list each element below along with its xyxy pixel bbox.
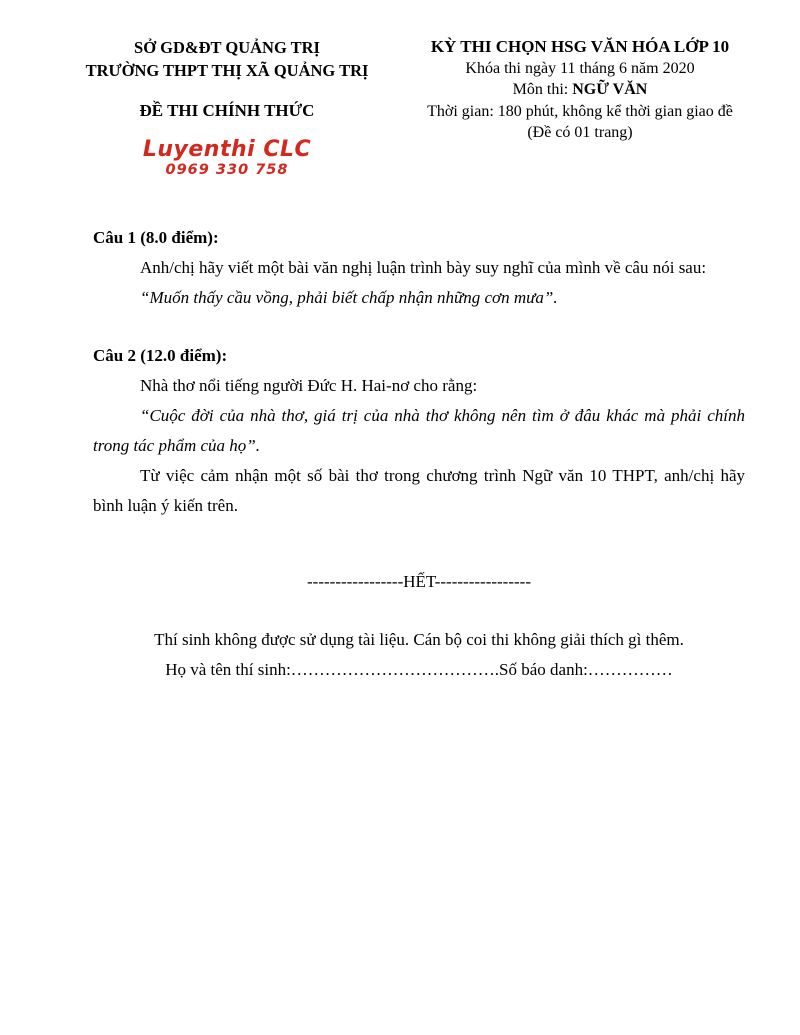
question-2-intro: Nhà thơ nổi tiếng người Đức H. Hai-nơ cho rằng: bbox=[140, 376, 478, 395]
department-name: SỞ GD&ĐT QUẢNG TRỊ bbox=[134, 38, 320, 57]
logo-text: Luyenthi CLC bbox=[142, 137, 312, 162]
exam-type-label: ĐỀ THI CHÍNH THỨC bbox=[139, 101, 315, 120]
question-1 bbox=[93, 223, 745, 313]
exam-content bbox=[0, 223, 800, 685]
school-name: TRƯỜNG THPT THỊ XÃ QUẢNG TRỊ bbox=[85, 61, 369, 80]
logo-phone-number: 0969 330 758 bbox=[165, 162, 289, 178]
end-of-exam-marker: -----------------HẾT----------------- bbox=[307, 572, 531, 591]
header-right-block bbox=[402, 36, 758, 179]
exam-session-date: Khóa thi ngày 11 tháng 6 năm 2020 bbox=[465, 59, 695, 77]
exam-title: KỲ THI CHỌN HSG VĂN HÓA LỚP 10 bbox=[430, 37, 730, 56]
header-left-block bbox=[52, 36, 402, 179]
question-2-quote: “Cuộc đời của nhà thơ, giá trị của nhà thơ không nên tìm ở đâu khác mà phải chính trong tác phẩm của họ”. bbox=[93, 406, 745, 455]
candidate-name-line: Họ và tên thí sinh:……………………………….Số báo danh:…………… bbox=[165, 660, 673, 679]
subject-name: NGỮ VĂN bbox=[572, 81, 648, 98]
luyenthi-clc-logo bbox=[52, 138, 402, 179]
page-count-note: (Đề có 01 trang) bbox=[527, 124, 633, 141]
subject-line bbox=[402, 79, 758, 101]
document-header bbox=[0, 0, 800, 179]
question-2-heading: Câu 2 (12.0 điểm): bbox=[93, 346, 228, 365]
question-2 bbox=[93, 341, 745, 521]
subject-label: Môn thi: bbox=[512, 81, 573, 98]
question-2-task: Từ việc cảm nhận một số bài thơ trong chương trình Ngữ văn 10 THPT, anh/chị hãy bình luận ý kiến trên. bbox=[93, 466, 745, 515]
question-1-heading: Câu 1 (8.0 điểm): bbox=[93, 228, 219, 247]
exam-duration: Thời gian: 180 phút, không kể thời gian giao đề bbox=[427, 102, 733, 120]
question-1-quote: “Muốn thấy cầu vồng, phải biết chấp nhận những cơn mưa”. bbox=[140, 288, 558, 307]
footer-instruction-note: Thí sinh không được sử dụng tài liệu. Cán bộ coi thi không giải thích gì thêm. bbox=[154, 630, 684, 649]
question-1-intro: Anh/chị hãy viết một bài văn nghị luận trình bày suy nghĩ của mình về câu nói sau: bbox=[140, 258, 707, 277]
exam-footer bbox=[93, 625, 745, 685]
